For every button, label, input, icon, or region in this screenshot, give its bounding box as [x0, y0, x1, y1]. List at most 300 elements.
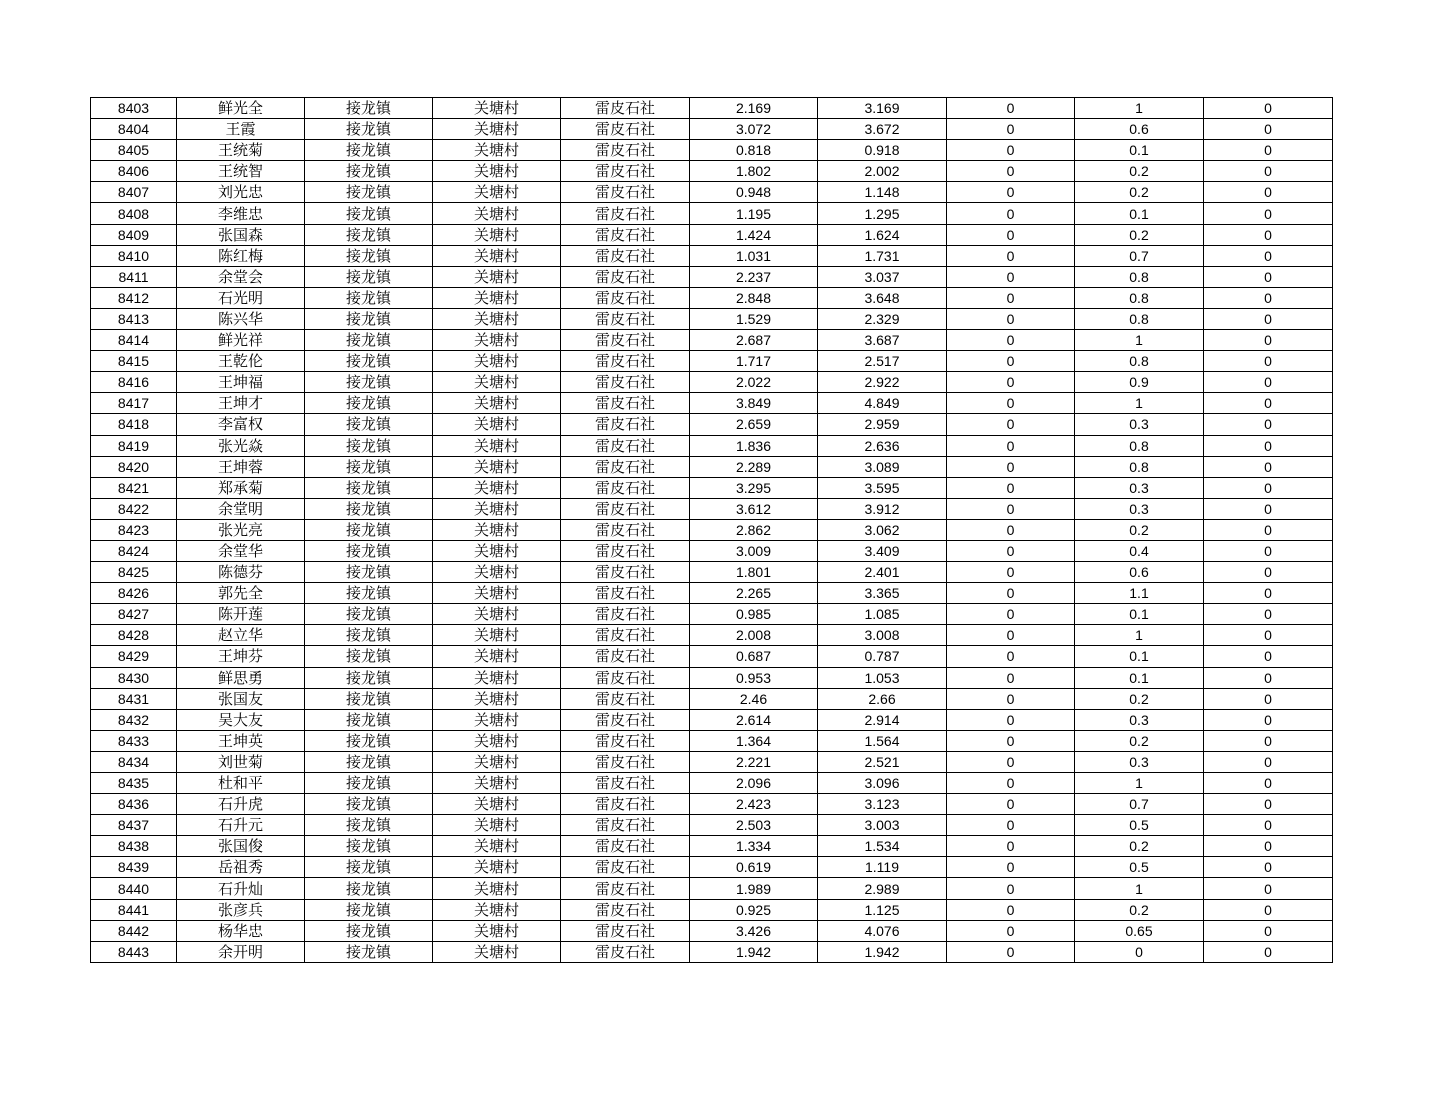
- person-name-cell: 余堂明: [177, 498, 305, 519]
- value-a-cell: 2.687: [690, 330, 818, 351]
- table-row: [91, 540, 1333, 561]
- group-cell: 雷皮石社: [561, 730, 690, 751]
- value-e-cell: 0: [1204, 941, 1333, 962]
- table-row: [91, 646, 1333, 667]
- person-name-cell: 张国友: [177, 688, 305, 709]
- value-d-cell: 0.3: [1075, 477, 1204, 498]
- record-id-cell: 8427: [91, 604, 177, 625]
- table-row: [91, 941, 1333, 962]
- value-b-cell: 2.989: [818, 878, 947, 899]
- value-c-cell: 0: [947, 477, 1075, 498]
- record-id-cell: 8433: [91, 730, 177, 751]
- table-row: [91, 224, 1333, 245]
- table-row: [91, 351, 1333, 372]
- value-e-cell: 0: [1204, 562, 1333, 583]
- table-row: [91, 245, 1333, 266]
- value-b-cell: 3.062: [818, 519, 947, 540]
- value-d-cell: 0.5: [1075, 815, 1204, 836]
- town-cell: 接龙镇: [305, 287, 433, 308]
- record-id-cell: 8418: [91, 414, 177, 435]
- table-row: [91, 688, 1333, 709]
- town-cell: 接龙镇: [305, 308, 433, 329]
- table-row: [91, 414, 1333, 435]
- person-name-cell: 石升虎: [177, 794, 305, 815]
- village-cell: 关塘村: [433, 161, 561, 182]
- value-a-cell: 1.334: [690, 836, 818, 857]
- value-e-cell: 0: [1204, 266, 1333, 287]
- value-e-cell: 0: [1204, 604, 1333, 625]
- value-d-cell: 1: [1075, 393, 1204, 414]
- value-c-cell: 0: [947, 372, 1075, 393]
- village-cell: 关塘村: [433, 477, 561, 498]
- value-d-cell: 0.65: [1075, 920, 1204, 941]
- record-id-cell: 8403: [91, 98, 177, 119]
- person-name-cell: 石升灿: [177, 878, 305, 899]
- value-e-cell: 0: [1204, 98, 1333, 119]
- value-e-cell: 0: [1204, 730, 1333, 751]
- village-cell: 关塘村: [433, 140, 561, 161]
- group-cell: 雷皮石社: [561, 393, 690, 414]
- person-name-cell: 陈开莲: [177, 604, 305, 625]
- town-cell: 接龙镇: [305, 182, 433, 203]
- village-cell: 关塘村: [433, 836, 561, 857]
- village-cell: 关塘村: [433, 498, 561, 519]
- value-b-cell: 1.942: [818, 941, 947, 962]
- value-d-cell: 0.8: [1075, 351, 1204, 372]
- value-e-cell: 0: [1204, 203, 1333, 224]
- value-c-cell: 0: [947, 456, 1075, 477]
- town-cell: 接龙镇: [305, 688, 433, 709]
- value-a-cell: 0.619: [690, 857, 818, 878]
- record-id-cell: 8415: [91, 351, 177, 372]
- value-b-cell: 3.595: [818, 477, 947, 498]
- person-name-cell: 陈德芬: [177, 562, 305, 583]
- person-name-cell: 李富权: [177, 414, 305, 435]
- record-id-cell: 8438: [91, 836, 177, 857]
- value-e-cell: 0: [1204, 794, 1333, 815]
- value-d-cell: 0.2: [1075, 182, 1204, 203]
- value-c-cell: 0: [947, 899, 1075, 920]
- table-row: [91, 519, 1333, 540]
- value-a-cell: 0.818: [690, 140, 818, 161]
- value-d-cell: 0.8: [1075, 266, 1204, 287]
- group-cell: 雷皮石社: [561, 604, 690, 625]
- group-cell: 雷皮石社: [561, 688, 690, 709]
- value-c-cell: 0: [947, 119, 1075, 140]
- value-a-cell: 0.687: [690, 646, 818, 667]
- value-d-cell: 0.2: [1075, 899, 1204, 920]
- village-cell: 关塘村: [433, 266, 561, 287]
- value-a-cell: 2.503: [690, 815, 818, 836]
- value-d-cell: 0.2: [1075, 519, 1204, 540]
- table-row: [91, 477, 1333, 498]
- value-e-cell: 0: [1204, 224, 1333, 245]
- group-cell: 雷皮石社: [561, 372, 690, 393]
- value-c-cell: 0: [947, 519, 1075, 540]
- value-e-cell: 0: [1204, 773, 1333, 794]
- value-a-cell: 3.426: [690, 920, 818, 941]
- record-id-cell: 8409: [91, 224, 177, 245]
- table-row: [91, 562, 1333, 583]
- village-cell: 关塘村: [433, 815, 561, 836]
- value-b-cell: 1.125: [818, 899, 947, 920]
- value-b-cell: 3.037: [818, 266, 947, 287]
- data-table: [90, 97, 1333, 963]
- value-a-cell: 1.801: [690, 562, 818, 583]
- value-a-cell: 1.942: [690, 941, 818, 962]
- value-e-cell: 0: [1204, 456, 1333, 477]
- value-b-cell: 2.636: [818, 435, 947, 456]
- group-cell: 雷皮石社: [561, 224, 690, 245]
- group-cell: 雷皮石社: [561, 625, 690, 646]
- town-cell: 接龙镇: [305, 266, 433, 287]
- value-a-cell: 1.424: [690, 224, 818, 245]
- town-cell: 接龙镇: [305, 646, 433, 667]
- group-cell: 雷皮石社: [561, 182, 690, 203]
- person-name-cell: 余堂会: [177, 266, 305, 287]
- town-cell: 接龙镇: [305, 140, 433, 161]
- value-a-cell: 2.221: [690, 751, 818, 772]
- town-cell: 接龙镇: [305, 941, 433, 962]
- record-id-cell: 8443: [91, 941, 177, 962]
- table-row: [91, 920, 1333, 941]
- value-a-cell: 3.072: [690, 119, 818, 140]
- value-a-cell: 0.948: [690, 182, 818, 203]
- value-d-cell: 0.4: [1075, 540, 1204, 561]
- value-c-cell: 0: [947, 941, 1075, 962]
- village-cell: 关塘村: [433, 941, 561, 962]
- record-id-cell: 8422: [91, 498, 177, 519]
- person-name-cell: 鲜思勇: [177, 667, 305, 688]
- person-name-cell: 王坤蓉: [177, 456, 305, 477]
- value-c-cell: 0: [947, 625, 1075, 646]
- value-d-cell: 0.2: [1075, 688, 1204, 709]
- person-name-cell: 张国森: [177, 224, 305, 245]
- value-b-cell: 2.914: [818, 709, 947, 730]
- value-b-cell: 2.517: [818, 351, 947, 372]
- table-row: [91, 857, 1333, 878]
- town-cell: 接龙镇: [305, 393, 433, 414]
- record-id-cell: 8420: [91, 456, 177, 477]
- value-e-cell: 0: [1204, 751, 1333, 772]
- town-cell: 接龙镇: [305, 372, 433, 393]
- village-cell: 关塘村: [433, 646, 561, 667]
- record-id-cell: 8411: [91, 266, 177, 287]
- table-row: [91, 625, 1333, 646]
- value-a-cell: 2.848: [690, 287, 818, 308]
- value-c-cell: 0: [947, 140, 1075, 161]
- record-id-cell: 8423: [91, 519, 177, 540]
- value-e-cell: 0: [1204, 646, 1333, 667]
- value-d-cell: 0.3: [1075, 709, 1204, 730]
- value-b-cell: 0.787: [818, 646, 947, 667]
- value-b-cell: 3.123: [818, 794, 947, 815]
- value-d-cell: 0.8: [1075, 287, 1204, 308]
- group-cell: 雷皮石社: [561, 878, 690, 899]
- town-cell: 接龙镇: [305, 604, 433, 625]
- value-e-cell: 0: [1204, 498, 1333, 519]
- value-a-cell: 3.009: [690, 540, 818, 561]
- person-name-cell: 张国俊: [177, 836, 305, 857]
- person-name-cell: 张光亮: [177, 519, 305, 540]
- value-c-cell: 0: [947, 730, 1075, 751]
- value-e-cell: 0: [1204, 287, 1333, 308]
- table-row: [91, 435, 1333, 456]
- value-b-cell: 1.564: [818, 730, 947, 751]
- person-name-cell: 张彦兵: [177, 899, 305, 920]
- record-id-cell: 8408: [91, 203, 177, 224]
- value-c-cell: 0: [947, 836, 1075, 857]
- table-row: [91, 730, 1333, 751]
- table-row: [91, 815, 1333, 836]
- group-cell: 雷皮石社: [561, 836, 690, 857]
- village-cell: 关塘村: [433, 351, 561, 372]
- value-c-cell: 0: [947, 646, 1075, 667]
- record-id-cell: 8434: [91, 751, 177, 772]
- value-b-cell: 2.66: [818, 688, 947, 709]
- value-a-cell: 1.836: [690, 435, 818, 456]
- value-b-cell: 3.003: [818, 815, 947, 836]
- value-d-cell: 0.2: [1075, 836, 1204, 857]
- table-row: [91, 182, 1333, 203]
- village-cell: 关塘村: [433, 773, 561, 794]
- group-cell: 雷皮石社: [561, 794, 690, 815]
- value-a-cell: 0.985: [690, 604, 818, 625]
- village-cell: 关塘村: [433, 899, 561, 920]
- value-c-cell: 0: [947, 794, 1075, 815]
- record-id-cell: 8413: [91, 308, 177, 329]
- value-a-cell: 2.265: [690, 583, 818, 604]
- town-cell: 接龙镇: [305, 625, 433, 646]
- record-id-cell: 8417: [91, 393, 177, 414]
- table-row: [91, 203, 1333, 224]
- person-name-cell: 李维忠: [177, 203, 305, 224]
- group-cell: 雷皮石社: [561, 351, 690, 372]
- value-c-cell: 0: [947, 224, 1075, 245]
- value-b-cell: 1.295: [818, 203, 947, 224]
- value-b-cell: 0.918: [818, 140, 947, 161]
- value-d-cell: 0.3: [1075, 414, 1204, 435]
- village-cell: 关塘村: [433, 330, 561, 351]
- value-b-cell: 1.148: [818, 182, 947, 203]
- record-id-cell: 8437: [91, 815, 177, 836]
- value-e-cell: 0: [1204, 878, 1333, 899]
- group-cell: 雷皮石社: [561, 941, 690, 962]
- value-a-cell: 0.953: [690, 667, 818, 688]
- table-body: [91, 98, 1333, 963]
- value-a-cell: 2.008: [690, 625, 818, 646]
- town-cell: 接龙镇: [305, 224, 433, 245]
- value-b-cell: 1.534: [818, 836, 947, 857]
- record-id-cell: 8431: [91, 688, 177, 709]
- person-name-cell: 王坤福: [177, 372, 305, 393]
- table-row: [91, 794, 1333, 815]
- village-cell: 关塘村: [433, 878, 561, 899]
- value-d-cell: 1: [1075, 878, 1204, 899]
- town-cell: 接龙镇: [305, 583, 433, 604]
- value-d-cell: 0.2: [1075, 730, 1204, 751]
- value-e-cell: 0: [1204, 815, 1333, 836]
- village-cell: 关塘村: [433, 920, 561, 941]
- group-cell: 雷皮石社: [561, 119, 690, 140]
- village-cell: 关塘村: [433, 224, 561, 245]
- record-id-cell: 8406: [91, 161, 177, 182]
- value-a-cell: 2.289: [690, 456, 818, 477]
- village-cell: 关塘村: [433, 604, 561, 625]
- value-e-cell: 0: [1204, 119, 1333, 140]
- value-e-cell: 0: [1204, 140, 1333, 161]
- table-row: [91, 773, 1333, 794]
- value-a-cell: 2.423: [690, 794, 818, 815]
- value-c-cell: 0: [947, 308, 1075, 329]
- value-d-cell: 1: [1075, 773, 1204, 794]
- group-cell: 雷皮石社: [561, 287, 690, 308]
- person-name-cell: 刘世菊: [177, 751, 305, 772]
- record-id-cell: 8435: [91, 773, 177, 794]
- group-cell: 雷皮石社: [561, 414, 690, 435]
- value-b-cell: 3.008: [818, 625, 947, 646]
- person-name-cell: 王霞: [177, 119, 305, 140]
- group-cell: 雷皮石社: [561, 266, 690, 287]
- person-name-cell: 岳祖秀: [177, 857, 305, 878]
- value-c-cell: 0: [947, 815, 1075, 836]
- table-row: [91, 330, 1333, 351]
- value-d-cell: 0.1: [1075, 646, 1204, 667]
- table-row: [91, 709, 1333, 730]
- value-d-cell: 0.8: [1075, 308, 1204, 329]
- record-id-cell: 8442: [91, 920, 177, 941]
- person-name-cell: 郑承菊: [177, 477, 305, 498]
- group-cell: 雷皮石社: [561, 245, 690, 266]
- value-a-cell: 3.295: [690, 477, 818, 498]
- group-cell: 雷皮石社: [561, 709, 690, 730]
- village-cell: 关塘村: [433, 456, 561, 477]
- value-d-cell: 1: [1075, 98, 1204, 119]
- person-name-cell: 杨华忠: [177, 920, 305, 941]
- group-cell: 雷皮石社: [561, 203, 690, 224]
- group-cell: 雷皮石社: [561, 456, 690, 477]
- table-row: [91, 498, 1333, 519]
- value-d-cell: 0.3: [1075, 751, 1204, 772]
- value-c-cell: 0: [947, 245, 1075, 266]
- group-cell: 雷皮石社: [561, 498, 690, 519]
- town-cell: 接龙镇: [305, 414, 433, 435]
- value-c-cell: 0: [947, 709, 1075, 730]
- group-cell: 雷皮石社: [561, 583, 690, 604]
- value-b-cell: 3.912: [818, 498, 947, 519]
- value-e-cell: 0: [1204, 920, 1333, 941]
- group-cell: 雷皮石社: [561, 646, 690, 667]
- town-cell: 接龙镇: [305, 899, 433, 920]
- value-c-cell: 0: [947, 583, 1075, 604]
- value-a-cell: 3.612: [690, 498, 818, 519]
- group-cell: 雷皮石社: [561, 857, 690, 878]
- table-row: [91, 878, 1333, 899]
- value-d-cell: 1.1: [1075, 583, 1204, 604]
- value-d-cell: 0.7: [1075, 245, 1204, 266]
- record-id-cell: 8429: [91, 646, 177, 667]
- value-b-cell: 2.401: [818, 562, 947, 583]
- group-cell: 雷皮石社: [561, 98, 690, 119]
- value-b-cell: 2.959: [818, 414, 947, 435]
- value-c-cell: 0: [947, 751, 1075, 772]
- town-cell: 接龙镇: [305, 519, 433, 540]
- value-c-cell: 0: [947, 498, 1075, 519]
- record-id-cell: 8416: [91, 372, 177, 393]
- person-name-cell: 余开明: [177, 941, 305, 962]
- record-id-cell: 8424: [91, 540, 177, 561]
- person-name-cell: 吴大友: [177, 709, 305, 730]
- value-d-cell: 0.3: [1075, 498, 1204, 519]
- value-a-cell: 3.849: [690, 393, 818, 414]
- group-cell: 雷皮石社: [561, 815, 690, 836]
- value-d-cell: 0.1: [1075, 667, 1204, 688]
- town-cell: 接龙镇: [305, 920, 433, 941]
- town-cell: 接龙镇: [305, 562, 433, 583]
- value-c-cell: 0: [947, 203, 1075, 224]
- value-a-cell: 2.237: [690, 266, 818, 287]
- value-e-cell: 0: [1204, 308, 1333, 329]
- table-row: [91, 140, 1333, 161]
- value-b-cell: 3.648: [818, 287, 947, 308]
- value-c-cell: 0: [947, 604, 1075, 625]
- village-cell: 关塘村: [433, 245, 561, 266]
- table-row: [91, 751, 1333, 772]
- value-d-cell: 0.2: [1075, 161, 1204, 182]
- value-d-cell: 0.8: [1075, 456, 1204, 477]
- value-d-cell: 0.5: [1075, 857, 1204, 878]
- value-a-cell: 1.802: [690, 161, 818, 182]
- table-row: [91, 287, 1333, 308]
- value-b-cell: 2.002: [818, 161, 947, 182]
- record-id-cell: 8407: [91, 182, 177, 203]
- value-e-cell: 0: [1204, 899, 1333, 920]
- person-name-cell: 张光焱: [177, 435, 305, 456]
- person-name-cell: 王统智: [177, 161, 305, 182]
- value-e-cell: 0: [1204, 393, 1333, 414]
- value-a-cell: 2.46: [690, 688, 818, 709]
- group-cell: 雷皮石社: [561, 773, 690, 794]
- person-name-cell: 刘光忠: [177, 182, 305, 203]
- village-cell: 关塘村: [433, 730, 561, 751]
- value-b-cell: 1.624: [818, 224, 947, 245]
- village-cell: 关塘村: [433, 393, 561, 414]
- table-row: [91, 667, 1333, 688]
- value-c-cell: 0: [947, 688, 1075, 709]
- record-id-cell: 8404: [91, 119, 177, 140]
- village-cell: 关塘村: [433, 857, 561, 878]
- village-cell: 关塘村: [433, 667, 561, 688]
- value-a-cell: 1.717: [690, 351, 818, 372]
- value-e-cell: 0: [1204, 688, 1333, 709]
- value-d-cell: 0.6: [1075, 119, 1204, 140]
- value-c-cell: 0: [947, 540, 1075, 561]
- table-row: [91, 98, 1333, 119]
- value-d-cell: 0.7: [1075, 794, 1204, 815]
- value-a-cell: 2.022: [690, 372, 818, 393]
- value-e-cell: 0: [1204, 182, 1333, 203]
- group-cell: 雷皮石社: [561, 140, 690, 161]
- record-id-cell: 8440: [91, 878, 177, 899]
- value-b-cell: 3.096: [818, 773, 947, 794]
- town-cell: 接龙镇: [305, 730, 433, 751]
- table-row: [91, 119, 1333, 140]
- record-id-cell: 8439: [91, 857, 177, 878]
- record-id-cell: 8410: [91, 245, 177, 266]
- village-cell: 关塘村: [433, 287, 561, 308]
- record-id-cell: 8441: [91, 899, 177, 920]
- value-d-cell: 0.6: [1075, 562, 1204, 583]
